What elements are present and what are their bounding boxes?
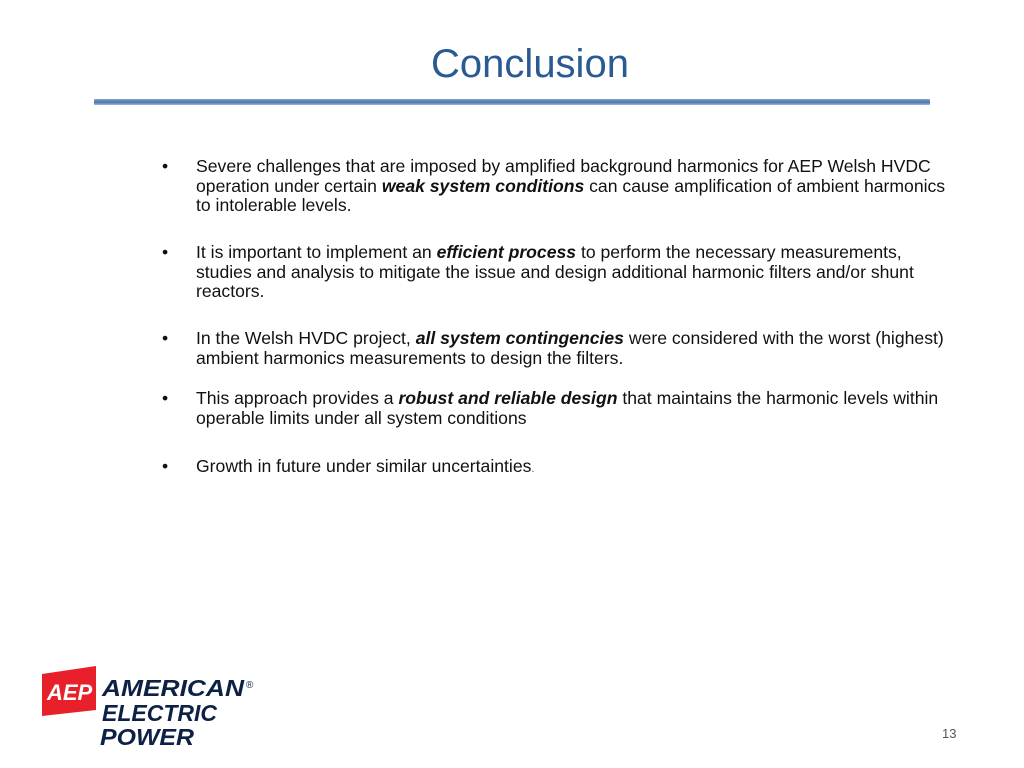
bullet-item <box>162 389 962 428</box>
bullet-text: In the Welsh HVDC project, all system contingencies were considered with the worst (highest) ambient harmonics measurements to design the filters. <box>196 328 944 368</box>
bullet-text: It is important to implement an efficient process to perform the necessary measurements, studies and analysis to mitigate the issue and design additional harmonic filters and/or shunt reactors. <box>196 242 914 301</box>
bullet-item <box>162 157 962 216</box>
bullet-emphasis: efficient process <box>436 242 577 262</box>
logo-mark-text: AEP <box>47 680 93 705</box>
bullet-text: This approach provides a robust and reliable design that maintains the harmonic levels within operable limits under all system conditions <box>196 388 939 428</box>
bullet-item <box>162 457 962 480</box>
page-number: 13 <box>942 726 957 741</box>
bullet-emphasis: robust and reliable design <box>398 388 618 408</box>
title-underline <box>94 99 930 105</box>
bullet-emphasis: weak system conditions <box>381 175 585 196</box>
logo-registered-mark: ® <box>246 680 254 691</box>
bullet-text: Growth in future under similar uncertainties. <box>196 456 535 476</box>
bullet-marker: • <box>162 456 169 476</box>
aep-logo <box>42 666 272 746</box>
slide-title: Conclusion <box>431 42 629 86</box>
bullet-item <box>162 243 962 302</box>
bullet-marker: • <box>162 328 169 348</box>
logo-line-power: POWER <box>100 724 195 746</box>
bullet-marker: • <box>162 242 169 262</box>
logo-line-electric: ELECTRIC <box>102 700 218 726</box>
bullet-emphasis: all system contingencies <box>415 328 624 348</box>
bullet-item <box>162 329 962 368</box>
bullet-text: Severe challenges that are imposed by amplified background harmonics for AEP Welsh HVDC operation under certain weak system conditions can cause amplification of ambient harmonics to intolerable levels. <box>196 156 946 215</box>
logo-line-american: AMERICAN <box>100 675 245 701</box>
bullet-marker: • <box>162 156 169 176</box>
bullet-marker: • <box>162 388 169 408</box>
